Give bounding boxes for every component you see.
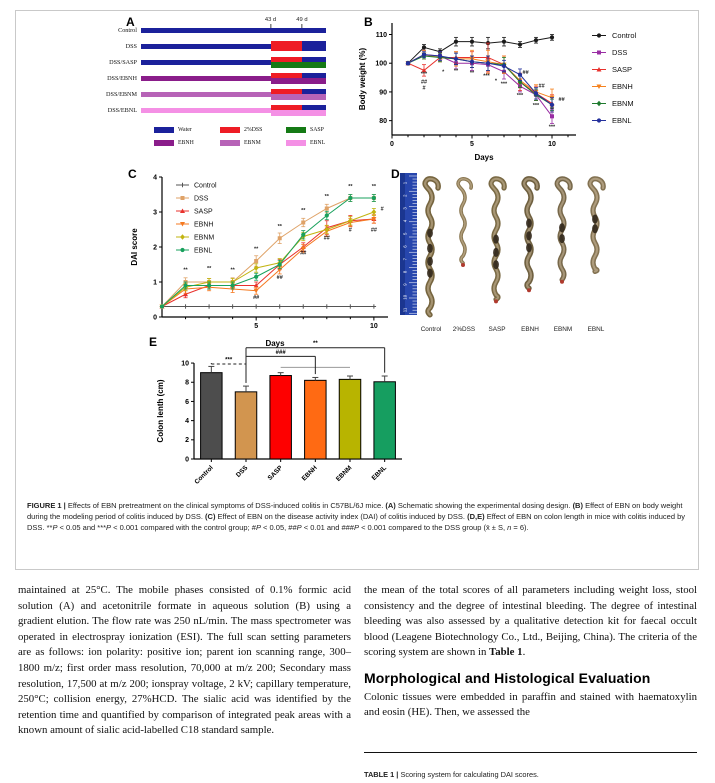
svg-text:**: ** bbox=[348, 184, 353, 191]
svg-text:0: 0 bbox=[185, 456, 189, 464]
bar-ebnm bbox=[339, 379, 360, 459]
specimen-label: EBNM bbox=[553, 326, 573, 333]
legend-item-control: Control bbox=[591, 27, 636, 44]
colon-photograph-panel bbox=[398, 171, 630, 343]
dosing-row-label: DSS/EBNH bbox=[107, 74, 137, 82]
dosing-row-control bbox=[85, 22, 331, 38]
svg-text:#: # bbox=[422, 85, 426, 92]
svg-text:##: ## bbox=[370, 227, 377, 234]
svg-text:90: 90 bbox=[379, 89, 387, 97]
svg-text:0: 0 bbox=[153, 314, 157, 322]
figure-1-caption: FIGURE 1 | Effects of EBN pretreatment on the clinical symptoms of DSS-induced colitis in C57BL/6J mice. (A) Schematic showing the experimental dosing design. (B) Effect of EBN on body weight during the modeling period of colitis induced by DSS. (C) Effect of EBN on the disease activity index (DAI) of colitis induced by DSS. (D,E) Effect of EBN on colon length in mice with colitis induced by DSS. **P < 0.05 and ***P < 0.001 compared with the control group; #P < 0.05, ##P < 0.01 and ###P < 0.001 compared to the DSS group (x̄ ± S, n = 6). bbox=[27, 501, 685, 533]
svg-text:SASP: SASP bbox=[194, 208, 213, 216]
svg-text:Control: Control bbox=[193, 464, 215, 486]
timeline-mark: 49 d bbox=[296, 17, 307, 28]
svg-text:**: ** bbox=[254, 246, 259, 253]
panel-b-legend bbox=[591, 27, 636, 129]
series-control bbox=[160, 304, 376, 308]
svg-text:***: *** bbox=[516, 92, 524, 99]
svg-text:**: ** bbox=[230, 267, 235, 274]
colon-specimen-ebnm bbox=[557, 179, 570, 284]
svg-text:##: ## bbox=[522, 69, 529, 76]
svg-text:Days: Days bbox=[265, 339, 285, 348]
legend-item-ebnl: EBNL bbox=[591, 112, 636, 129]
series-ebnh bbox=[160, 215, 377, 309]
svg-text:##: ## bbox=[253, 294, 260, 301]
article-body bbox=[18, 583, 697, 779]
dosing-row-label: DSS bbox=[125, 42, 137, 50]
svg-text:6: 6 bbox=[402, 245, 408, 248]
specimen-label: EBNH bbox=[521, 326, 539, 333]
svg-text:6: 6 bbox=[185, 398, 189, 406]
svg-text:DSS: DSS bbox=[194, 195, 209, 203]
colon-specimen-ebnl bbox=[590, 179, 603, 272]
dosing-row-dss-ebnh bbox=[85, 70, 331, 86]
right-column-paragraph-2: Colonic tissues were embedded in paraffin and stained with haematoxylin and eosin (HE). Then, we assessed the bbox=[364, 690, 697, 719]
svg-text:EBNM: EBNM bbox=[194, 234, 215, 242]
svg-text:EBNH: EBNH bbox=[300, 464, 319, 483]
svg-text:DAI score: DAI score bbox=[130, 228, 139, 266]
svg-text:110: 110 bbox=[375, 31, 387, 39]
series-ebnm bbox=[160, 209, 377, 310]
svg-text:**: ** bbox=[183, 267, 188, 274]
panel-d-label: D bbox=[391, 167, 400, 181]
table-1-caption: TABLE 1 | Scoring system for calculating DAI scores. bbox=[364, 770, 539, 779]
specimen-label: SASP bbox=[488, 326, 506, 333]
svg-text:**: ** bbox=[312, 341, 318, 348]
dosing-row-label: DSS/EBNM bbox=[106, 90, 137, 98]
legend-item-ebnl: EBNL bbox=[286, 140, 352, 146]
svg-text:##: ## bbox=[558, 97, 565, 104]
svg-text:Days: Days bbox=[474, 153, 494, 162]
specimen-label: 2%DSS bbox=[452, 326, 476, 333]
svg-text:10: 10 bbox=[369, 323, 378, 330]
panel-a-dosing-rows bbox=[85, 22, 331, 118]
colon-length-bar-chart bbox=[152, 337, 414, 499]
legend-item-ebnh: EBNH bbox=[591, 78, 636, 95]
dosing-row-dss bbox=[85, 38, 331, 54]
bar-ebnh bbox=[305, 380, 326, 459]
svg-text:**: ** bbox=[469, 70, 475, 77]
svg-text:**: ** bbox=[277, 223, 282, 230]
colon-specimen-ebnh bbox=[524, 179, 537, 292]
svg-text:#: # bbox=[380, 206, 384, 213]
panel-e-label: E bbox=[149, 335, 158, 349]
dosing-row-dss-sasp bbox=[85, 54, 331, 70]
svg-text:5: 5 bbox=[470, 141, 474, 148]
svg-text:***: *** bbox=[500, 81, 508, 88]
svg-text:4: 4 bbox=[185, 418, 189, 426]
svg-text:EBNL: EBNL bbox=[370, 464, 389, 482]
colon-specimen-sasp bbox=[491, 179, 504, 304]
svg-text:EBNH: EBNH bbox=[194, 221, 214, 229]
panel-a-label: A bbox=[126, 15, 135, 29]
colon-specimen-control bbox=[425, 179, 438, 315]
dosing-row-label: Control bbox=[118, 26, 137, 34]
legend-item-dss: DSS bbox=[591, 44, 636, 61]
svg-text:**: ** bbox=[453, 68, 459, 75]
svg-text:***: *** bbox=[225, 357, 233, 364]
legend-item-ebnm: EBNM bbox=[591, 95, 636, 112]
dosing-row-dss-ebnl bbox=[85, 102, 331, 118]
series-dss bbox=[406, 50, 554, 123]
svg-text:**: ** bbox=[206, 265, 212, 272]
right-column-paragraph: the mean of the total scores of all parameters including weight loss, stool consistency and the degree of intestinal bleeding. The degree of intestinal bleeding was also assessed by a qualitative detection kit for faecal occult blood (Leagene Biotechnology Co., Ltd., Beijing, China). The criteria of the scoring system are shown in Table 1. bbox=[364, 584, 697, 659]
svg-text:SASP: SASP bbox=[266, 464, 285, 482]
specimen-label: EBNL bbox=[587, 326, 605, 333]
svg-text:***: *** bbox=[532, 102, 540, 109]
svg-text:4: 4 bbox=[402, 219, 408, 223]
svg-text:DSS: DSS bbox=[235, 464, 250, 479]
series-sasp bbox=[160, 215, 377, 309]
svg-text:2: 2 bbox=[153, 244, 157, 252]
svg-text:Colon lenth (cm): Colon lenth (cm) bbox=[156, 379, 165, 443]
body-weight-line-chart bbox=[356, 17, 584, 163]
svg-text:3: 3 bbox=[153, 209, 157, 217]
legend-item-sasp: SASP bbox=[591, 61, 636, 78]
legend-item-sasp: SASP bbox=[286, 127, 352, 133]
panel-a-legend bbox=[154, 123, 354, 149]
colon-specimen-2dss bbox=[458, 179, 471, 267]
svg-text:4: 4 bbox=[153, 174, 157, 182]
svg-text:##: ## bbox=[538, 83, 545, 90]
svg-text:8: 8 bbox=[185, 379, 189, 387]
left-column-paragraph: maintained at 25°C. The mobile phases consisted of 0.1% formic acid solution (A) and acetonitrile formate in aqueous solution (B) using a gradient elution. The flow rate was 250 nL/min. The mass spectrometer was operated in electrospray ionization (ESI). The full scan setting parameters are as follows: ion polarity: positive ion; parent ion scanning range, 300–1800 m/z; first order mass resolution, 70,000 at m/z 200; Secondary mass resolution, 17,500 at m/z 200; ionspray voltage, 2 kV; capillary temperature, 250°C; collision energy, 27%HCD. The sialic acid was identified by the retention time and quantified by comparison of integrated peak areas with a known amount of sialic acid-labelled C18 standard sample. bbox=[18, 584, 351, 737]
section-heading: Morphological and Histological Evaluation bbox=[364, 669, 651, 686]
svg-text:#: # bbox=[348, 227, 352, 234]
svg-text:**: ** bbox=[371, 184, 377, 191]
svg-text:0: 0 bbox=[390, 141, 394, 148]
svg-text:**: ** bbox=[549, 107, 555, 114]
bar-control bbox=[201, 373, 222, 459]
svg-text:1: 1 bbox=[402, 181, 408, 185]
svg-text:*: * bbox=[494, 78, 498, 85]
svg-text:5: 5 bbox=[254, 323, 259, 330]
table-1-divider bbox=[364, 752, 697, 783]
svg-text:8: 8 bbox=[402, 270, 408, 274]
bar-dss bbox=[235, 392, 256, 459]
svg-text:**: ** bbox=[301, 208, 306, 214]
dai-score-line-chart bbox=[128, 171, 398, 349]
specimen-label: Control bbox=[420, 326, 442, 333]
right-column bbox=[364, 583, 697, 779]
svg-text:80: 80 bbox=[379, 118, 387, 126]
svg-text:##: ## bbox=[420, 79, 428, 86]
legend-item-ebnm: EBNM bbox=[220, 140, 286, 146]
bar-ebnl bbox=[374, 382, 395, 459]
timeline-mark: 43 d bbox=[265, 17, 276, 28]
panel-b-label: B bbox=[364, 15, 373, 29]
panel-c-label: C bbox=[128, 167, 137, 181]
svg-text:*: * bbox=[442, 69, 445, 76]
svg-text:100: 100 bbox=[375, 60, 387, 68]
svg-text:##: ## bbox=[276, 275, 283, 282]
svg-text:9: 9 bbox=[402, 283, 408, 286]
svg-text:7: 7 bbox=[402, 258, 408, 261]
svg-text:EBNL: EBNL bbox=[194, 247, 213, 255]
svg-text:11: 11 bbox=[402, 307, 408, 313]
svg-text:3: 3 bbox=[402, 207, 408, 210]
svg-text:***: *** bbox=[420, 71, 428, 78]
svg-text:5: 5 bbox=[402, 232, 408, 235]
svg-text:***: *** bbox=[548, 124, 556, 131]
dosing-row-label: DSS/SASP bbox=[109, 58, 137, 66]
bar-sasp bbox=[270, 376, 291, 459]
dosing-row-label: DSS/EBNL bbox=[107, 106, 137, 114]
svg-text:2: 2 bbox=[185, 437, 189, 445]
series-ebnh bbox=[406, 50, 555, 106]
svg-text:##: ## bbox=[300, 250, 307, 257]
svg-text:1: 1 bbox=[153, 279, 157, 287]
svg-text:**: ** bbox=[324, 194, 329, 200]
svg-text:***: *** bbox=[483, 73, 490, 80]
svg-text:2: 2 bbox=[402, 194, 408, 197]
svg-text:Control: Control bbox=[194, 182, 217, 190]
series-sasp bbox=[406, 43, 555, 112]
svg-text:##: ## bbox=[323, 235, 330, 242]
svg-text:###: ### bbox=[275, 349, 286, 356]
figure-1-panel-box bbox=[15, 10, 699, 570]
legend-item-water: Water bbox=[154, 127, 220, 133]
svg-text:Body weight (%): Body weight (%) bbox=[358, 47, 367, 111]
legend-item-2%dss: 2%DSS bbox=[220, 127, 286, 133]
legend-item-ebnh: EBNH bbox=[154, 140, 220, 146]
svg-text:10: 10 bbox=[181, 360, 189, 368]
svg-text:10: 10 bbox=[548, 141, 556, 148]
svg-text:EBNM: EBNM bbox=[334, 464, 354, 483]
svg-text:10: 10 bbox=[402, 294, 408, 300]
dosing-row-dss-ebnm bbox=[85, 86, 331, 102]
